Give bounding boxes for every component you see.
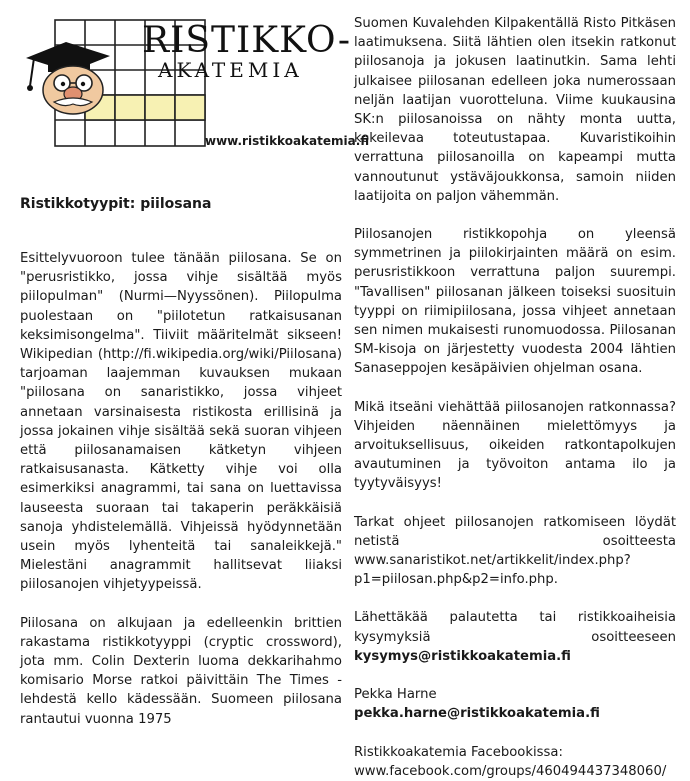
facebook-label: Ristikkoakatemia Facebookissa: (354, 744, 563, 760)
author-block (354, 685, 676, 723)
ristikkoakatemia-logo (18, 6, 370, 148)
paragraph: Esittelyvuoroon tulee tänään piilosana. Se on "perusristikko, jossa vihje sisältää myös piilopulman" (Nurmi—Nyyssönen). Piilopulma puolestaan on "piilotetun ratkaisusanan keksimisongelma". Tiiviit määritelmät sikseen! Wikipedian (http://fi.wikipedia.org/wiki/Piilosana) tarjoaman laajemman kuvauksen mukaan "piilosana on sanaristikko, jossa vihjeet annetaan varsinaisesta ristikosta erillisinä ja jossa jokainen vihje sisältää sekä suoran vihjeen että piilosanamaisen kätketyn vihjeen ratkaisusanasta. Kätketty vihje voi olla esimerkiksi anagrammi, tai sana on luettavissa lauseesta suoraan tai takaperin peräkkäisiä sanoja yhdistelemällä. Vihjeissä hyödynnetään usein myös lyhenteitä tai sanaleikkejä." Mielestäni anagrammit hallitsevat liiaksi piilosanojen vihjetyypeissä. (20, 251, 342, 593)
left-column (20, 249, 342, 729)
feedback-paragraph (354, 608, 676, 666)
facebook-block (354, 743, 676, 781)
paragraph: Piilosana on alkujaan ja edelleenkin brittien rakastama ristikkotyyppi (cryptic crossword), jota mm. Colin Dexterin luoma dekkarihahmo komisario Morse ratkoi päivittäin The Times -lehdestä kello kädessään. Suomeen piilosana rantautui vuonna 1975 (20, 615, 342, 727)
paragraph: Suomen Kuvalehden Kilpakentällä Risto Pitkäsen laatimuksena. Siitä lähtien olen itsekin ratkonut piilosanoja ja jokusen laatinutkin. Sama lehti julkaisee piilosanan edelleen joka numerossaan neljän laatijan vuorotteluna. Viime kuukausina SK:n piilosanoissa on nähty monta uutta, kokeilevaa toteutustapaa. Kuvaristikoihin verrattuna piilosanoilla on kapeampi mutta vannoutunut ystäväjoukkonsa, samoin niiden laatijoita on paljon vähemmän. (354, 16, 676, 204)
paragraph: Piilosanojen ristikkopohja on yleensä symmetrinen ja piilokirjainten määrä on esim. perusristikkoon verrattuna paljon suurempi. "Tavallisen" piilosanan jälkeen toiseksi suosituin tyyppi on riimipiilosana, jossa vihjeet annetaan sen nimen mukaisesti runomuodossa. Piilosanan SM-kisoja on järjestetty vuodesta 2004 lähtien Sanaseppojen kesäpäivien ohjelman osana. (354, 227, 676, 377)
author-email-link[interactable]: pekka.harne@ristikkoakatemia.fi (354, 706, 600, 722)
feedback-email-link[interactable]: kysymys@ristikkoakatemia.fi (354, 648, 571, 664)
website-url[interactable]: www.ristikkoakatemia.fi (205, 134, 370, 148)
facebook-link[interactable]: www.facebook.com/groups/460494437348060/ (354, 763, 667, 779)
paragraph: Mikä itseäni viehättää piilosanojen ratkonnassa? Vihjeiden näennäinen mielettömyys ja arvoituksellisuus, oikeiden ratkontapolkujen avautuminen ja työvoiton antama ilo ja tyytyväisyys! (354, 399, 676, 492)
brand-name-line1: RISTIKKO- (142, 20, 352, 61)
mascot-graduate-icon (18, 38, 128, 118)
author-name: Pekka Harne (354, 687, 437, 703)
paragraph: Tarkat ohjeet piilosanojen ratkomiseen löydät netistä osoitteesta www.sanaristikot.net/artikkelit/index.php?p1=piilosan.php&p2=info.php. (354, 514, 676, 588)
right-column (354, 14, 676, 781)
article-heading: Ristikkotyypit: piilosana (20, 196, 212, 212)
brand-name-line2: AKATEMIA (158, 58, 303, 82)
feedback-text: Lähettäkää palautetta tai ristikkoaiheisia kysymyksiä osoitteeseen (354, 610, 676, 645)
